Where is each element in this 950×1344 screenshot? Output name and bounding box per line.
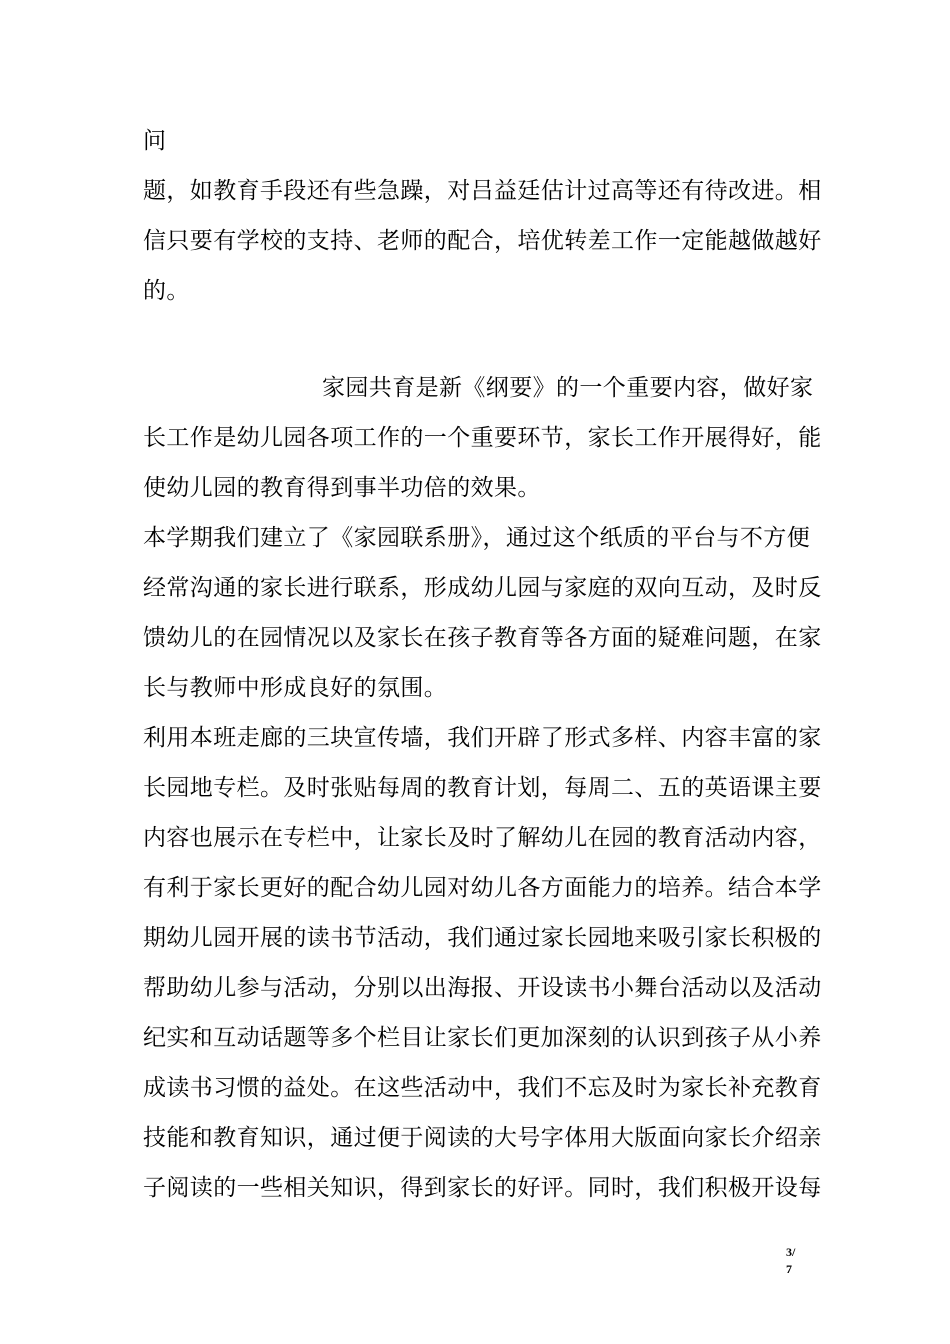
text-line: 长工作是幼儿园各项工作的一个重要环节，家长工作开展得好，能: [143, 425, 822, 451]
text-line: 题，如教育手段还有些急躁，对吕益廷估计过高等还有待改进。相: [143, 178, 822, 204]
page-number-current: 3/: [786, 1245, 796, 1259]
text-line: 使幼儿园的教育得到事半功倍的效果。: [143, 475, 541, 501]
text-line: 长园地专栏。及时张贴每周的教育计划，每周二、五的英语课主要: [143, 775, 822, 801]
text-line: 成读书习惯的益处。在这些活动中，我们不忘及时为家长补充教育: [143, 1075, 822, 1101]
text-line: 纪实和互动话题等多个栏目让家长们更加深刻的认识到孩子从小养: [143, 1025, 822, 1051]
text-line: 经常沟通的家长进行联系，形成幼儿园与家庭的双向互动，及时反: [143, 575, 822, 601]
text-line: 问: [143, 128, 167, 154]
text-line: 内容也展示在专栏中，让家长及时了解幼儿在园的教育活动内容，: [143, 825, 822, 851]
text-line: 馈幼儿的在园情况以及家长在孩子教育等各方面的疑难问题，在家: [143, 625, 822, 651]
text-line: 利用本班走廊的三块宣传墙，我们开辟了形式多样、内容丰富的家: [143, 725, 822, 751]
text-line: 的。: [143, 278, 190, 304]
text-line: 长与教师中形成良好的氛围。: [143, 675, 448, 701]
text-line: 技能和教育知识，通过便于阅读的大号字体用大版面向家长介绍亲: [143, 1125, 822, 1151]
text-line: 期幼儿园开展的读书节活动，我们通过家长园地来吸引家长积极的: [143, 925, 822, 951]
text-line: 子阅读的一些相关知识，得到家长的好评。同时，我们积极开设每: [143, 1175, 822, 1201]
text-line: 信只要有学校的支持、老师的配合，培优转差工作一定能越做越好: [143, 228, 822, 254]
page-number-total: 7: [786, 1262, 792, 1276]
text-line: 帮助幼儿参与活动，分别以出海报、开设读书小舞台活动以及活动: [143, 975, 822, 1001]
text-line: 家园共育是新《纲要》的一个重要内容，做好家: [322, 375, 814, 401]
text-line: 有利于家长更好的配合幼儿园对幼儿各方面能力的培养。结合本学: [143, 875, 822, 901]
text-line: 本学期我们建立了《家园联系册》，通过这个纸质的平台与不方便: [143, 525, 811, 551]
